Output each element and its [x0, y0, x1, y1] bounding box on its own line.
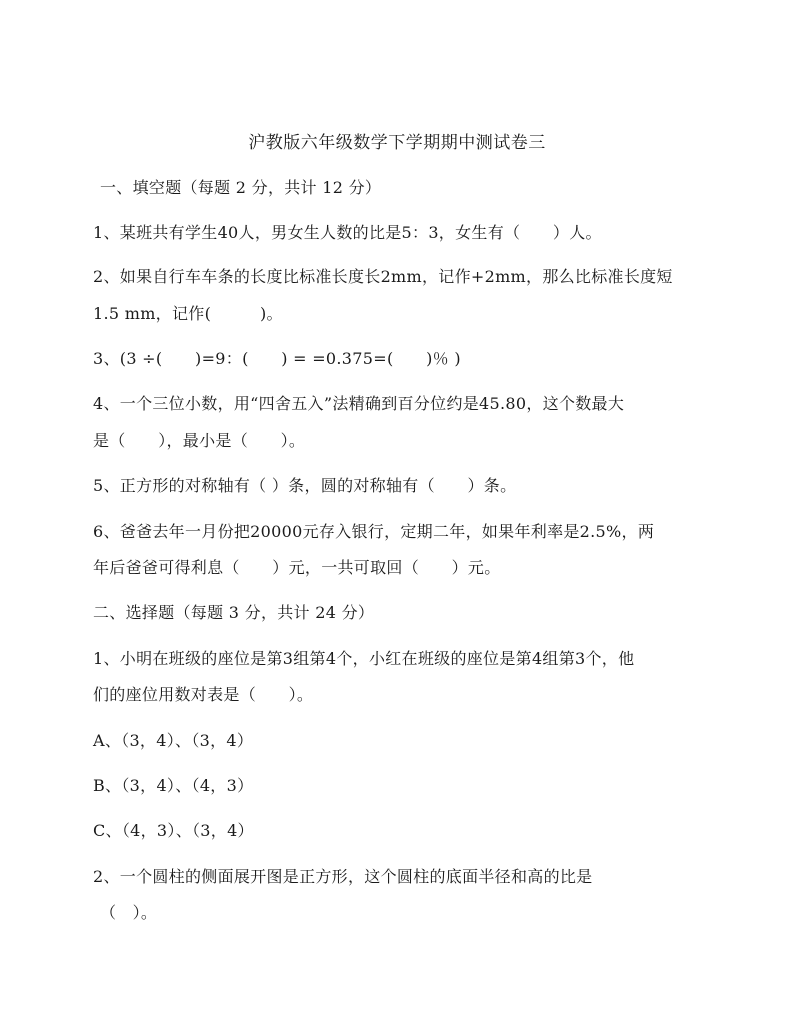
question-1-6-line-2: 年后爸爸可得利息（ ）元，一共可取回（ ）元。: [93, 558, 501, 577]
question-1-1: 1、某班共有学生40人，男女生人数的比是5：3，女生有（ ）人。: [93, 223, 602, 242]
question-1-4-line-2: 是（ ），最小是（ ）。: [93, 431, 306, 450]
question-1-6-line-1: 6、爸爸去年一月份把20000元存入银行，定期二年，如果年利率是2.5%，两: [93, 522, 655, 541]
question-2-1-line-2: 们的座位用数对表是（ ）。: [93, 685, 314, 704]
question-2-1-option-c: C、（4，3）、（3，4）: [93, 821, 254, 840]
question-2-1-option-b: B、（3，4）、（4，3）: [93, 776, 254, 795]
question-1-3: 3、(3 ÷( )=9：( ) = =0.375=( )％ ): [93, 349, 461, 368]
section-heading-multiple-choice: 二、选择题（每题 3 分，共计 24 分）: [93, 603, 375, 622]
question-2-1-option-a: A、（3，4）、（3，4）: [93, 731, 254, 750]
question-1-4-line-1: 4、一个三位小数，用“四舍五入”法精确到百分位约是45.80，这个数最大: [93, 394, 625, 413]
section-heading-fill-in: 一、填空题（每题 2 分，共计 12 分）: [100, 178, 382, 197]
question-2-2-line-1: 2、一个圆柱的侧面展开图是正方形，这个圆柱的底面半径和高的比是: [93, 867, 593, 886]
question-1-2-line-1: 2、如果自行车车条的长度比标准长度长2mm，记作+2mm，那么比标准长度短: [93, 267, 673, 286]
question-2-1-line-1: 1、小明在班级的座位是第3组第4个，小红在班级的座位是第4组第3个，他: [93, 649, 635, 668]
question-2-2-line-2: （ ）。: [100, 903, 158, 922]
question-1-2-line-2: 1.5 mm，记作( )。: [93, 304, 283, 323]
question-1-5: 5、正方形的对称轴有（ ）条，圆的对称轴有（ ）条。: [93, 476, 517, 495]
page-title: 沪教版六年级数学下学期期中测试卷三: [248, 133, 546, 153]
